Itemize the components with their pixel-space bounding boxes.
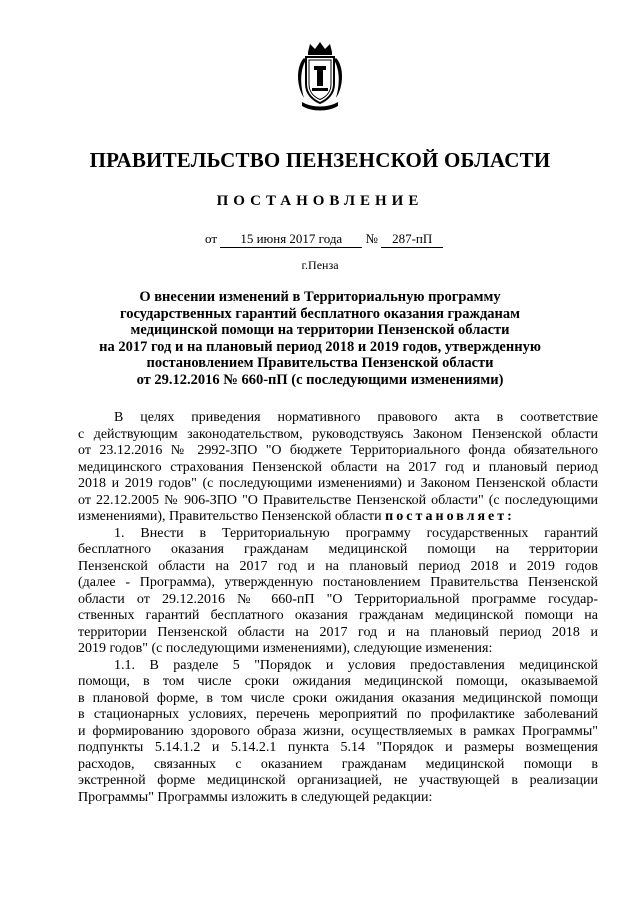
subject-line: от 29.12.2016 № 660-пП (с последующими изменениями)	[136, 371, 504, 388]
decree-body	[78, 410, 598, 806]
date-prefix: от	[205, 231, 218, 246]
body-line: бесплатного оказания гражданам медицинской помощи на территории	[78, 542, 598, 557]
body-line: 1.1. В разделе 5 "Порядок и условия предоставления медицинской	[114, 657, 598, 673]
body-line: В целях приведения нормативного правового акта в соответствие	[114, 410, 598, 425]
body-line: (далее - Программа), утвержденную постановлением Правительства Пензенской	[78, 575, 598, 590]
body-line: Пензенской области на 2017 год и на плановый период 2018 и 2019 годов	[78, 558, 598, 574]
body-line: области от 29.12.2016 № 660-пП "О Территориальной программе государ-	[78, 591, 598, 607]
body-line: 1. Внести в Территориальную программу государственных гарантий	[114, 525, 598, 541]
body-line: 2018 и 2019 годов" (с последующими изменениями) и Законом Пензенской области	[78, 476, 598, 491]
document-type-title: ПОСТАНОВЛЕНИЕ	[216, 193, 424, 209]
subject-line: О внесении изменений в Территориальную программу	[139, 289, 501, 305]
subject-line: государственных гарантий бесплатного оказания гражданам	[119, 305, 521, 322]
body-line: 2019 годов" (с последующими изменениями), следующие изменения:	[78, 641, 493, 656]
date-value: 15 июня 2017 года	[220, 231, 362, 248]
body-line: территории Пензенской области на 2017 год и на плановый период 2018 и	[78, 624, 598, 640]
decree-subject	[80, 289, 560, 388]
body-line: Программы" Программы изложить в следующей редакции:	[78, 789, 433, 805]
body-line-text: изменениями), Правительство Пензенской области	[78, 509, 382, 524]
subject-line: медицинской помощи на территории Пензенской области	[130, 322, 510, 338]
coat-of-arms-emblem	[294, 40, 346, 112]
body-line: в плановой форме, в том числе сроки ожидания оказания медицинской помощи	[78, 690, 598, 706]
body-line: ственных гарантий бесплатного оказания гражданам медицинской помощи на	[78, 608, 598, 623]
government-title: ПРАВИТЕЛЬСТВО ПЕНЗЕНСКОЙ ОБЛАСТИ	[89, 148, 551, 172]
subject-line: на 2017 год и на плановый период 2018 и 2019 годов, утвержденную	[99, 338, 541, 355]
body-line: расходов, связанных с оказанием гражданам медицинской помощи в	[78, 756, 598, 772]
body-line: с действующим законодательством, руководствуясь Законом Пензенской области	[78, 426, 598, 442]
body-line: подпункты 5.14.1.2 и 5.14.2.1 пункта 5.14 "Порядок и размеры возмещения	[78, 740, 598, 755]
body-line: экстренной форме медицинской организацией, не участвующей в реализации	[78, 773, 598, 788]
body-line: медицинского страхования Пензенской области на 2017 год и плановый период	[78, 459, 598, 475]
date-number-line	[205, 231, 443, 248]
number-value: 287-пП	[381, 231, 443, 248]
body-line: и формированию здорового образа жизни, осуществляемых в рамках Программы"	[78, 723, 598, 739]
body-line: от 22.12.2005 № 906-ЗПО "О Правительстве Пензенской области" (с последующими	[78, 492, 598, 508]
body-line: от 23.12.2016 № 2992-ЗПО "О бюджете Территориального фонда обязательного	[78, 443, 598, 458]
body-line: помощи, в том числе сроки ожидания медицинской помощи, оказываемой	[78, 674, 598, 689]
number-prefix: №	[365, 231, 378, 246]
body-line-final	[78, 509, 598, 526]
body-line: в стационарных условиях, перечень мероприятий по профилактике заболеваний	[78, 707, 598, 722]
city-name: г.Пенза	[301, 258, 339, 272]
decree-keyword: постановляет:	[385, 509, 515, 524]
subject-line: постановлением Правительства Пензенской области	[146, 355, 494, 371]
